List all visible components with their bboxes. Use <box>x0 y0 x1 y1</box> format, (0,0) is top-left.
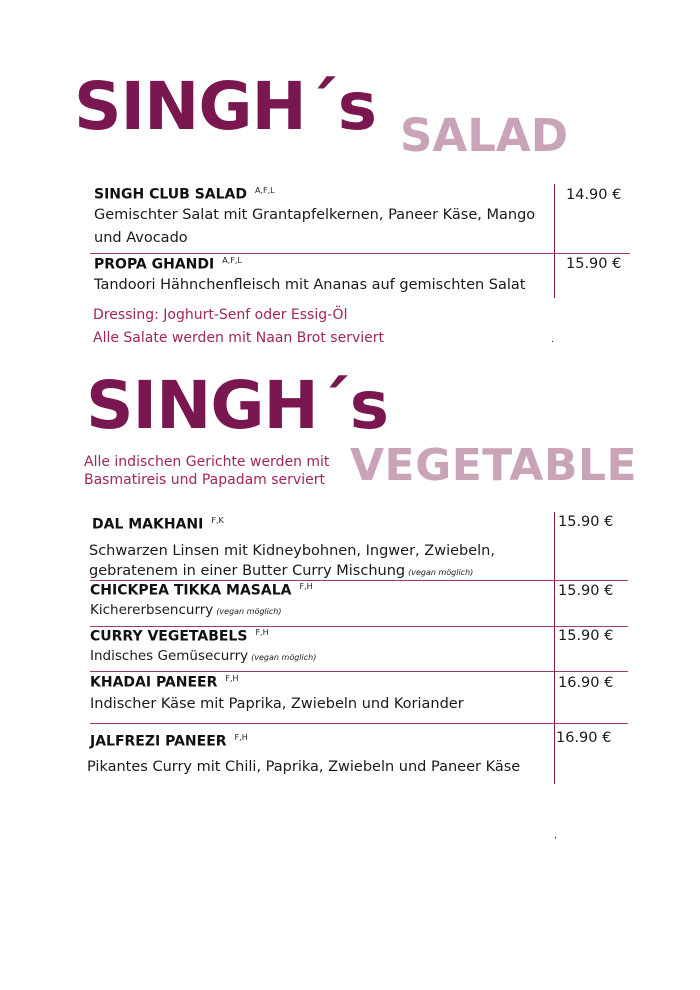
price-column-rule <box>554 512 555 784</box>
divider <box>90 671 628 672</box>
price: 16.90 € <box>556 730 612 746</box>
description-line: Tandoori Hähnchenfleisch mit Ananas auf gemischten Salat <box>94 276 526 293</box>
menu-item-singh-club-salad <box>94 186 554 250</box>
item-description <box>90 693 550 716</box>
salad-brand-title: SINGH´s <box>74 68 377 145</box>
stray-mark: , <box>554 830 558 841</box>
vegetable-note-papadam: Basmatireis und Papadam serviert <box>84 472 325 488</box>
price: 15.90 € <box>566 256 622 272</box>
item-description <box>90 599 550 623</box>
item-name <box>90 674 550 691</box>
item-description <box>87 756 557 779</box>
menu-item-khadai-paneer <box>90 674 550 716</box>
description-line: Schwarzen Linsen mit Kidneybohnen, Ingwer, Zwiebeln, <box>89 543 495 559</box>
divider <box>90 580 628 581</box>
allergen-codes: F,H <box>255 628 269 637</box>
vegan-note: (vegan möglich) <box>216 606 282 616</box>
item-name <box>90 733 550 750</box>
vegetable-note-rice: Alle indischen Gerichte werden mit <box>84 454 330 470</box>
salad-note-bread: Alle Salate werden mit Naan Brot serviert <box>93 330 384 346</box>
item-description <box>90 645 550 669</box>
item-description <box>94 274 554 297</box>
price-column-rule <box>554 184 555 298</box>
price: 16.90 € <box>558 675 614 691</box>
allergen-codes: F,H <box>225 674 239 683</box>
item-name <box>94 256 554 273</box>
item-name-text: CURRY VEGETABELS <box>90 628 248 645</box>
allergen-codes: A,F,L <box>222 256 242 265</box>
price: 15.90 € <box>558 514 614 530</box>
item-description <box>89 541 551 583</box>
vegetable-section-title: VEGETABLE <box>350 440 638 491</box>
divider <box>90 253 630 254</box>
price: 14.90 € <box>566 187 622 203</box>
description-line: Gemischter Salat mit Grantapfelkernen, Paneer Käse, Mango <box>94 206 536 223</box>
allergen-codes: F,H <box>299 582 313 591</box>
divider <box>90 626 628 627</box>
item-name-text: DAL MAKHANI <box>92 516 204 533</box>
description-line: Kichererbsencurry <box>90 601 214 618</box>
item-name <box>92 516 552 533</box>
price: 15.90 € <box>558 628 614 644</box>
menu-item-curry-vegetabels <box>90 628 550 669</box>
item-name <box>90 628 550 645</box>
item-name <box>94 186 554 203</box>
menu-item-propa-ghandi <box>94 256 554 297</box>
description-line: und Avocado <box>94 229 188 246</box>
vegan-note: (vegan möglich) <box>408 568 474 577</box>
salad-section-title: SALAD <box>400 109 569 162</box>
menu-item-dal-makhani <box>92 516 552 533</box>
menu-item-jalfrezi-paneer <box>90 733 550 750</box>
allergen-codes: F,K <box>211 516 224 525</box>
description-line: Indischer Käse mit Paprika, Zwiebeln und Koriander <box>90 695 464 712</box>
vegetable-brand-title: SINGH´s <box>86 367 389 444</box>
vegan-note: (vegan möglich) <box>251 652 317 662</box>
stray-mark: . <box>551 334 555 345</box>
price: 15.90 € <box>558 583 614 599</box>
item-name-text: JALFREZI PANEER <box>90 733 227 750</box>
description-line: Pikantes Curry mit Chili, Paprika, Zwiebeln und Paneer Käse <box>87 759 521 775</box>
item-description <box>94 204 554 250</box>
item-name-text: SINGH CLUB SALAD <box>94 186 247 203</box>
item-name <box>90 582 550 599</box>
salad-note-dressing: Dressing: Joghurt-Senf oder Essig-Öl <box>93 307 348 323</box>
allergen-codes: A,F,L <box>255 186 275 195</box>
description-line: Indisches Gemüsecurry <box>90 647 249 664</box>
divider <box>90 723 628 724</box>
menu-item-chickpea-tikka-masala <box>90 582 550 623</box>
item-name-text: KHADAI PANEER <box>90 674 218 691</box>
description-line: gebratenem in einer Butter Curry Mischung <box>89 563 406 579</box>
item-name-text: PROPA GHANDI <box>94 256 215 273</box>
item-name-text: CHICKPEA TIKKA MASALA <box>90 582 292 599</box>
allergen-codes: F,H <box>234 733 248 742</box>
